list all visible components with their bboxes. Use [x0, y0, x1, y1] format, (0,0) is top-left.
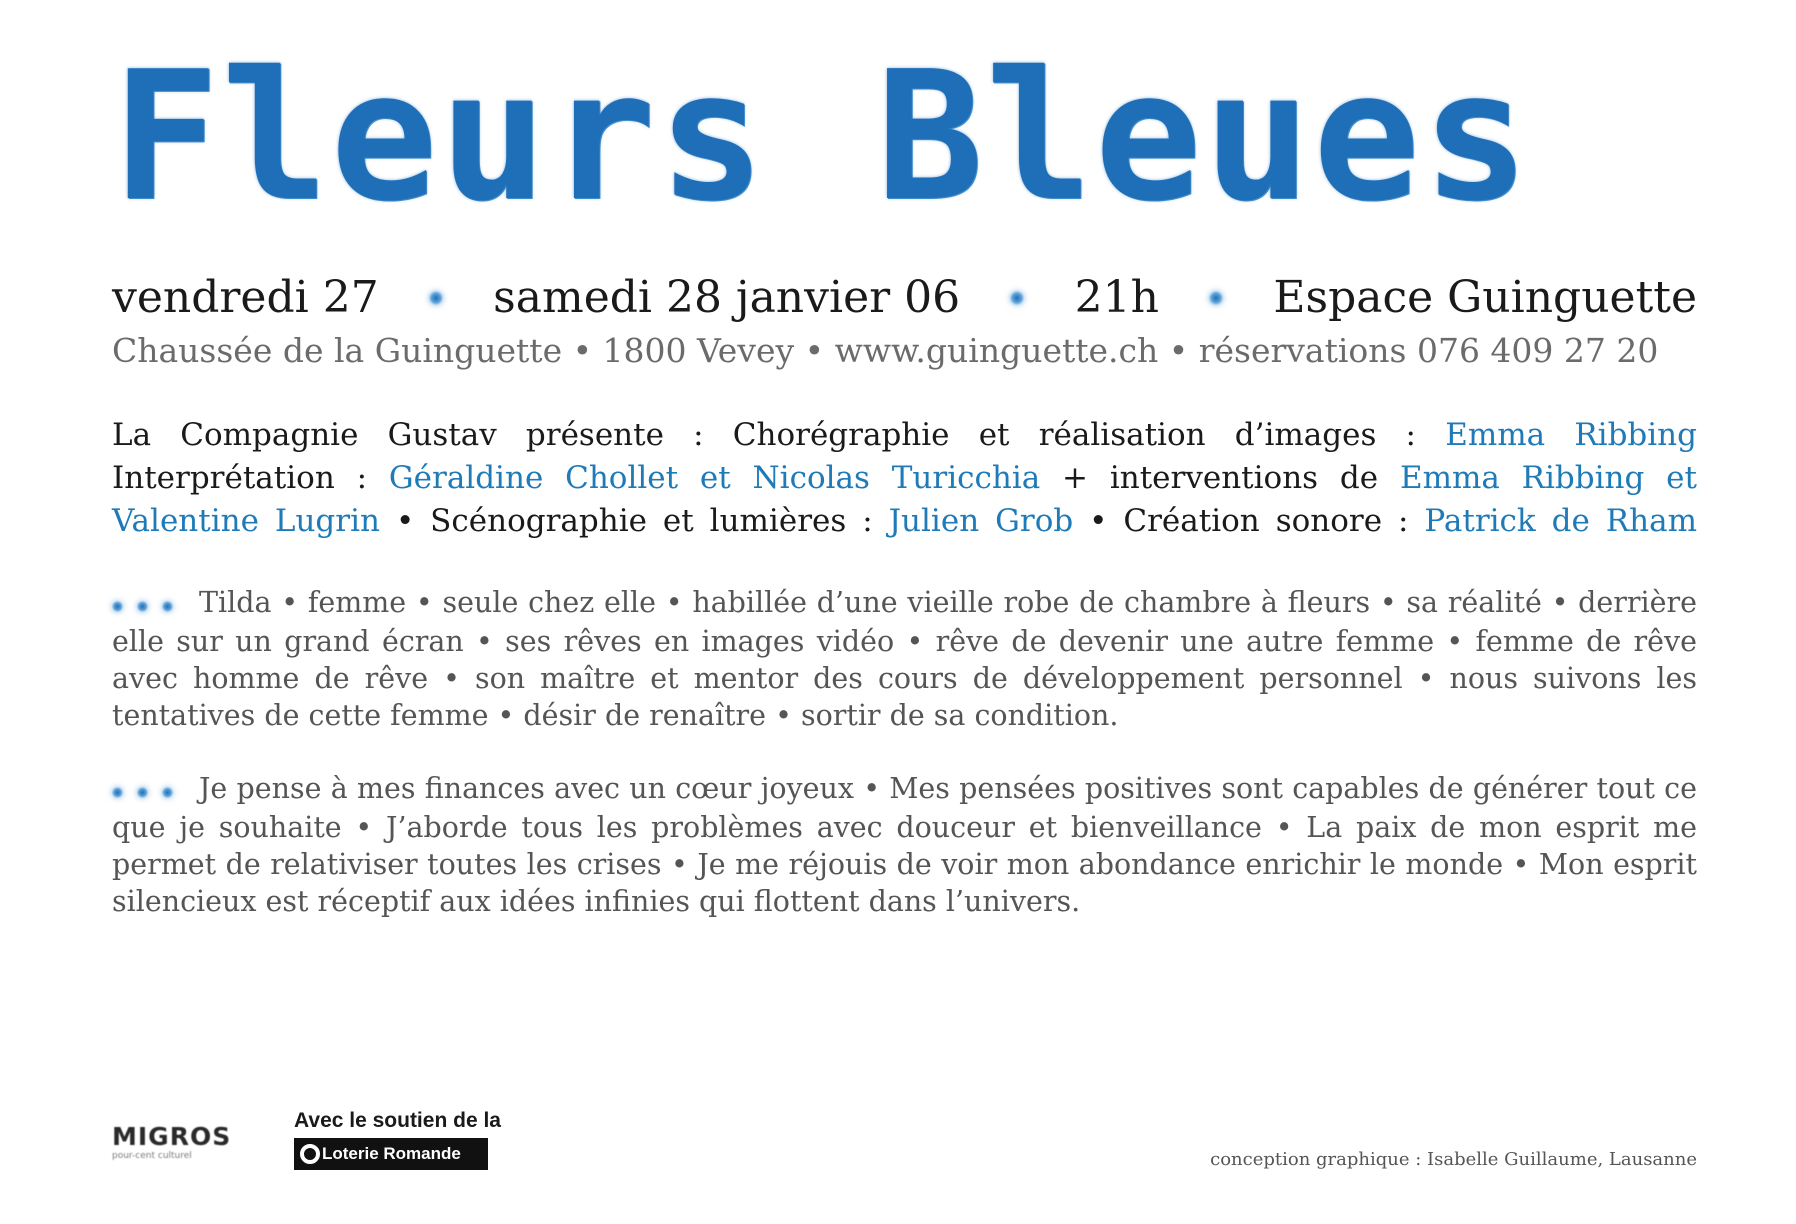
- blue-dot-icon: [137, 787, 148, 798]
- support-label: Avec le soutien de la: [294, 1109, 501, 1132]
- event-time: 21h: [1074, 272, 1159, 323]
- flyer-title: Fleurs Bleues: [112, 33, 1532, 240]
- blue-dot-icon: [112, 787, 123, 798]
- synopsis-text: Tilda • femme • seule chez elle • habillée d’une vieille robe de chambre à fleurs • sa réalité • derrière elle sur un grand écran • ses rêves en images vidéo • rêve de devenir une autre femme • femme de rêve avec homme de rêve • son maître et mentor des cours de développement personnel • nous suivons les tentatives de cette femme • désir de renaître • sortir de sa condition.: [112, 586, 1697, 732]
- event-venue: Espace Guinguette: [1273, 272, 1697, 323]
- credit-name: Patrick de Rham: [1424, 503, 1697, 539]
- event-date-saturday: samedi 28 janvier 06: [493, 272, 961, 323]
- blue-dot-icon: [162, 787, 173, 798]
- credits-line-2: [112, 457, 1697, 500]
- credit-name: Valentine Lugrin: [112, 503, 380, 539]
- credits-text: • Création sonore :: [1089, 503, 1409, 539]
- blue-dot-icon: [1010, 291, 1024, 305]
- triple-dot-icon: [112, 772, 187, 809]
- triple-dot-icon: [112, 586, 187, 623]
- credit-name: Emma Ribbing et: [1399, 460, 1697, 496]
- migros-subtitle: pour-cent culturel: [112, 1151, 192, 1161]
- affirmations-text: Je pense à mes finances avec un cœur joyeux • Mes pensées positives sont capables de générer tout ce que je souhaite • J’aborde tous les problèmes avec douceur et bienveillance • La paix de mon esprit me permet de relativiser toutes les crises • Je me réjouis de voir mon abondance enrichir le monde • Mon esprit silencieux est réceptif aux idées infinies qui flottent dans l’univers.: [112, 772, 1697, 918]
- blue-dot-icon: [429, 291, 443, 305]
- credit-name: Emma Ribbing: [1445, 417, 1697, 453]
- blue-dot-icon: [137, 601, 148, 612]
- loterie-wordmark: Loterie Romande: [322, 1144, 461, 1163]
- blue-dot-icon: [112, 601, 123, 612]
- credits-text: La Compagnie Gustav présente : Chorégraphie et réalisation d’images :: [112, 417, 1417, 453]
- credits-text: • Scénographie et lumières :: [395, 503, 873, 539]
- credits-text: Interprétation :: [112, 460, 368, 496]
- affirmations-paragraph: [112, 770, 1697, 920]
- blue-dot-icon: [1209, 291, 1223, 305]
- credit-name: Géraldine Chollet et Nicolas Turicchia: [388, 460, 1041, 496]
- credits-text: + interventions de: [1062, 460, 1379, 496]
- migros-wordmark: MIGROS: [112, 1122, 232, 1151]
- credits-block: [112, 414, 1697, 543]
- event-dateline: [112, 270, 1697, 326]
- design-credit: conception graphique : Isabelle Guillaume, Lausanne: [1210, 1149, 1697, 1170]
- credits-line-1: [112, 414, 1697, 457]
- credit-name: Julien Grob: [888, 503, 1074, 539]
- migros-logo: [112, 1124, 250, 1162]
- loterie-romande-logo: [294, 1138, 488, 1170]
- event-date-friday: vendredi 27: [112, 272, 379, 323]
- credits-line-3: [112, 500, 1697, 543]
- venue-address: Chaussée de la Guinguette • 1800 Vevey • www.guinguette.ch • réservations 076 409 27 20: [112, 331, 1659, 370]
- blue-dot-icon: [162, 601, 173, 612]
- synopsis-paragraph: [112, 584, 1697, 734]
- loterie-circle-icon: [300, 1144, 320, 1164]
